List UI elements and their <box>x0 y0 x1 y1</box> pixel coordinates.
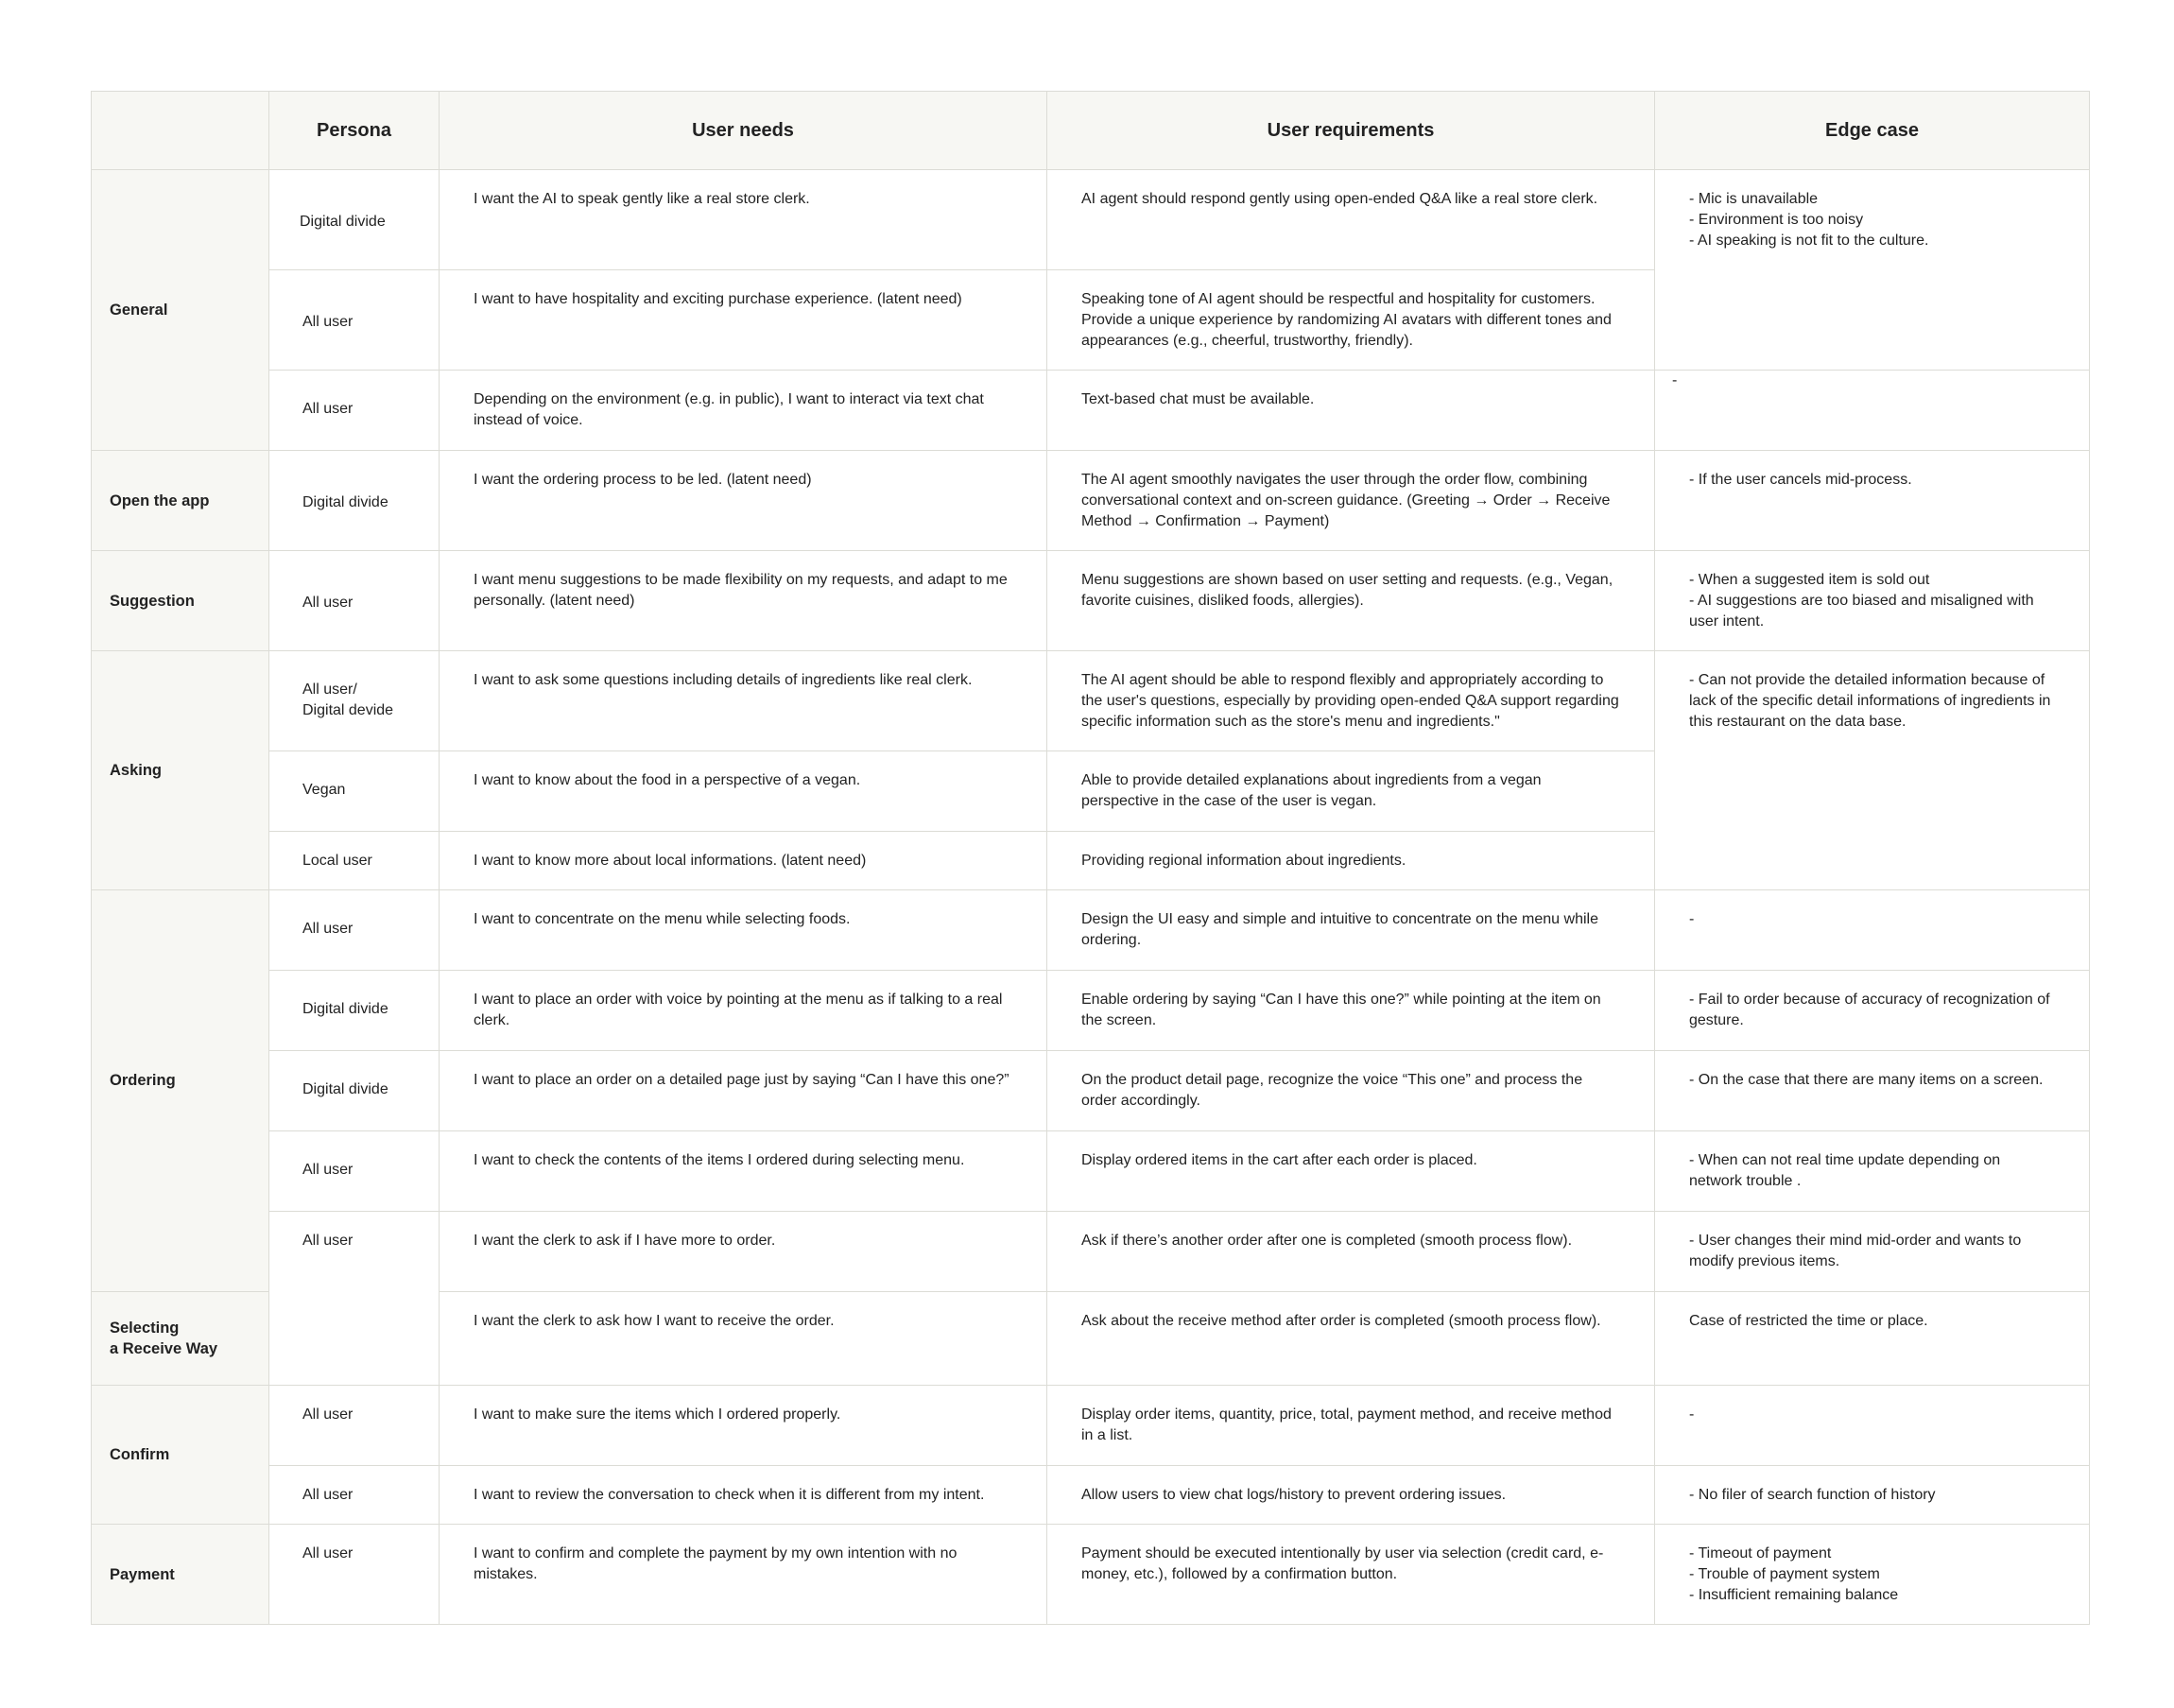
user-requirements-cell: Providing regional information about ingredients. <box>1047 832 1655 890</box>
user-requirements-cell: Design the UI easy and simple and intuitive to concentrate on the menu while ordering. <box>1047 890 1655 971</box>
user-requirements-cell: Display ordered items in the cart after each order is placed. <box>1047 1131 1655 1212</box>
edge-case-cell: - <box>1655 1386 2090 1466</box>
persona-cell: All user <box>269 1466 440 1525</box>
header-user-needs: User needs <box>440 92 1047 170</box>
persona-cell: Digital divide <box>269 451 440 551</box>
category-asking: Asking <box>92 651 269 890</box>
user-requirements-cell: Ask if there’s another order after one is completed (smooth process flow). <box>1047 1212 1655 1292</box>
requirements-table <box>91 91 2090 1625</box>
user-needs-cell: I want the AI to speak gently like a real store clerk. <box>440 170 1047 270</box>
user-requirements-cell: The AI agent smoothly navigates the user through the order flow, combining conversational context and on-screen guidance. (Greeting → Order → Receive Method → Confirmation → Payment) <box>1047 451 1655 551</box>
table-row <box>92 651 2090 751</box>
table-row <box>92 1131 2090 1212</box>
user-requirements-cell: On the product detail page, recognize the voice “This one” and process the order accordingly. <box>1047 1051 1655 1131</box>
category-confirm: Confirm <box>92 1386 269 1525</box>
persona-cell: All user <box>269 371 440 451</box>
persona-cell: All user <box>269 1386 440 1466</box>
user-requirements-cell: Text-based chat must be available. <box>1047 371 1655 451</box>
user-needs-cell: I want to have hospitality and exciting purchase experience. (latent need) <box>440 270 1047 371</box>
persona-cell: Vegan <box>269 751 440 832</box>
category-selecting-a-receive-way: Selecting a Receive Way <box>92 1292 269 1386</box>
table-row <box>92 551 2090 651</box>
user-needs-cell: I want to place an order with voice by pointing at the menu as if talking to a real clerk. <box>440 971 1047 1051</box>
table-row <box>92 371 2090 451</box>
persona-cell: All user <box>269 1131 440 1212</box>
user-needs-cell: I want to ask some questions including details of ingredients like real clerk. <box>440 651 1047 751</box>
user-requirements-cell: Ask about the receive method after order is completed (smooth process flow). <box>1047 1292 1655 1386</box>
edge-case-cell: - When can not real time update depending on network trouble . <box>1655 1131 2090 1212</box>
category-ordering: Ordering <box>92 890 269 1292</box>
header-persona: Persona <box>269 92 440 170</box>
edge-case-cell: - <box>1655 890 2090 971</box>
user-needs-cell: I want the ordering process to be led. (latent need) <box>440 451 1047 551</box>
edge-case-cell: - If the user cancels mid-process. <box>1655 451 2090 551</box>
edge-case-cell: - User changes their mind mid-order and wants to modify previous items. <box>1655 1212 2090 1292</box>
category-payment: Payment <box>92 1525 269 1625</box>
category-open-the-app: Open the app <box>92 451 269 551</box>
persona-cell: All user <box>269 1212 440 1386</box>
table-row <box>92 1051 2090 1131</box>
edge-case-cell: - Can not provide the detailed information because of lack of the specific detail informations of ingredients in this restaurant on the data base. <box>1655 651 2090 890</box>
edge-case-cell: - On the case that there are many items on a screen. <box>1655 1051 2090 1131</box>
table-row <box>92 890 2090 971</box>
user-needs-cell: I want the clerk to ask if I have more to order. <box>440 1212 1047 1292</box>
user-needs-cell: I want to know more about local informations. (latent need) <box>440 832 1047 890</box>
table-row <box>92 170 2090 270</box>
table-row <box>92 1525 2090 1625</box>
user-needs-cell: I want to confirm and complete the payment by my own intention with no mistakes. <box>440 1525 1047 1625</box>
user-needs-cell: Depending on the environment (e.g. in public), I want to interact via text chat instead of voice. <box>440 371 1047 451</box>
category-suggestion: Suggestion <box>92 551 269 651</box>
user-requirements-cell: Display order items, quantity, price, total, payment method, and receive method in a list. <box>1047 1386 1655 1466</box>
user-needs-cell: I want to review the conversation to check when it is different from my intent. <box>440 1466 1047 1525</box>
user-requirements-cell: The AI agent should be able to respond flexibly and appropriately according to the user's questions, especially by providing open-ended Q&A support regarding specific information such as the store's menu and ingredients." <box>1047 651 1655 751</box>
user-needs-cell: I want to know about the food in a perspective of a vegan. <box>440 751 1047 832</box>
table-row <box>92 971 2090 1051</box>
user-requirements-cell: Enable ordering by saying “Can I have this one?” while pointing at the item on the screen. <box>1047 971 1655 1051</box>
user-requirements-cell: Able to provide detailed explanations about ingredients from a vegan perspective in the case of the user is vegan. <box>1047 751 1655 832</box>
edge-case-cell: - Mic is unavailable - Environment is too noisy - AI speaking is not fit to the culture. <box>1655 170 2090 371</box>
persona-cell: All user/ Digital devide <box>269 651 440 751</box>
table-row <box>92 1212 2090 1292</box>
user-needs-cell: I want to place an order on a detailed page just by saying “Can I have this one?” <box>440 1051 1047 1131</box>
persona-cell: All user <box>269 1525 440 1625</box>
persona-cell: All user <box>269 890 440 971</box>
edge-case-cell: - No filer of search function of history <box>1655 1466 2090 1525</box>
edge-case-cell: - When a suggested item is sold out - AI suggestions are too biased and misaligned with user intent. <box>1655 551 2090 651</box>
edge-case-cell: - Timeout of payment - Trouble of payment system - Insufficient remaining balance <box>1655 1525 2090 1625</box>
category-general: General <box>92 170 269 451</box>
edge-case-cell: - Fail to order because of accuracy of recognization of gesture. <box>1655 971 2090 1051</box>
user-needs-cell: I want the clerk to ask how I want to receive the order. <box>440 1292 1047 1386</box>
header-category <box>92 92 269 170</box>
user-requirements-cell: Speaking tone of AI agent should be respectful and hospitality for customers. Provide a unique experience by randomizing AI avatars with different tones and appearances (e.g., cheerful, trustworthy, friendly). <box>1047 270 1655 371</box>
user-requirements-cell: Allow users to view chat logs/history to prevent ordering issues. <box>1047 1466 1655 1525</box>
persona-cell: All user <box>269 551 440 651</box>
edge-case-cell: Case of restricted the time or place. <box>1655 1292 2090 1386</box>
user-needs-cell: I want to concentrate on the menu while selecting foods. <box>440 890 1047 971</box>
user-needs-cell: I want to make sure the items which I ordered properly. <box>440 1386 1047 1466</box>
header-edge-case: Edge case <box>1655 92 2090 170</box>
user-needs-cell: I want to check the contents of the items I ordered during selecting menu. <box>440 1131 1047 1212</box>
user-requirements-cell: Menu suggestions are shown based on user setting and requests. (e.g., Vegan, favorite cuisines, disliked foods, allergies). <box>1047 551 1655 651</box>
table-row <box>92 451 2090 551</box>
user-requirements-cell: Payment should be executed intentionally by user via selection (credit card, e-money, etc.), followed by a confirmation button. <box>1047 1525 1655 1625</box>
table-row <box>92 1466 2090 1525</box>
header-user-requirements: User requirements <box>1047 92 1655 170</box>
persona-cell: Digital divide <box>269 1051 440 1131</box>
persona-cell: Digital divide <box>269 170 440 270</box>
persona-cell: All user <box>269 270 440 371</box>
edge-case-cell: - <box>1655 371 2090 451</box>
persona-cell: Local user <box>269 832 440 890</box>
header-row <box>92 92 2090 170</box>
user-requirements-cell: AI agent should respond gently using open-ended Q&A like a real store clerk. <box>1047 170 1655 270</box>
table-row <box>92 1386 2090 1466</box>
persona-cell: Digital divide <box>269 971 440 1051</box>
user-needs-cell: I want menu suggestions to be made flexibility on my requests, and adapt to me personally. (latent need) <box>440 551 1047 651</box>
